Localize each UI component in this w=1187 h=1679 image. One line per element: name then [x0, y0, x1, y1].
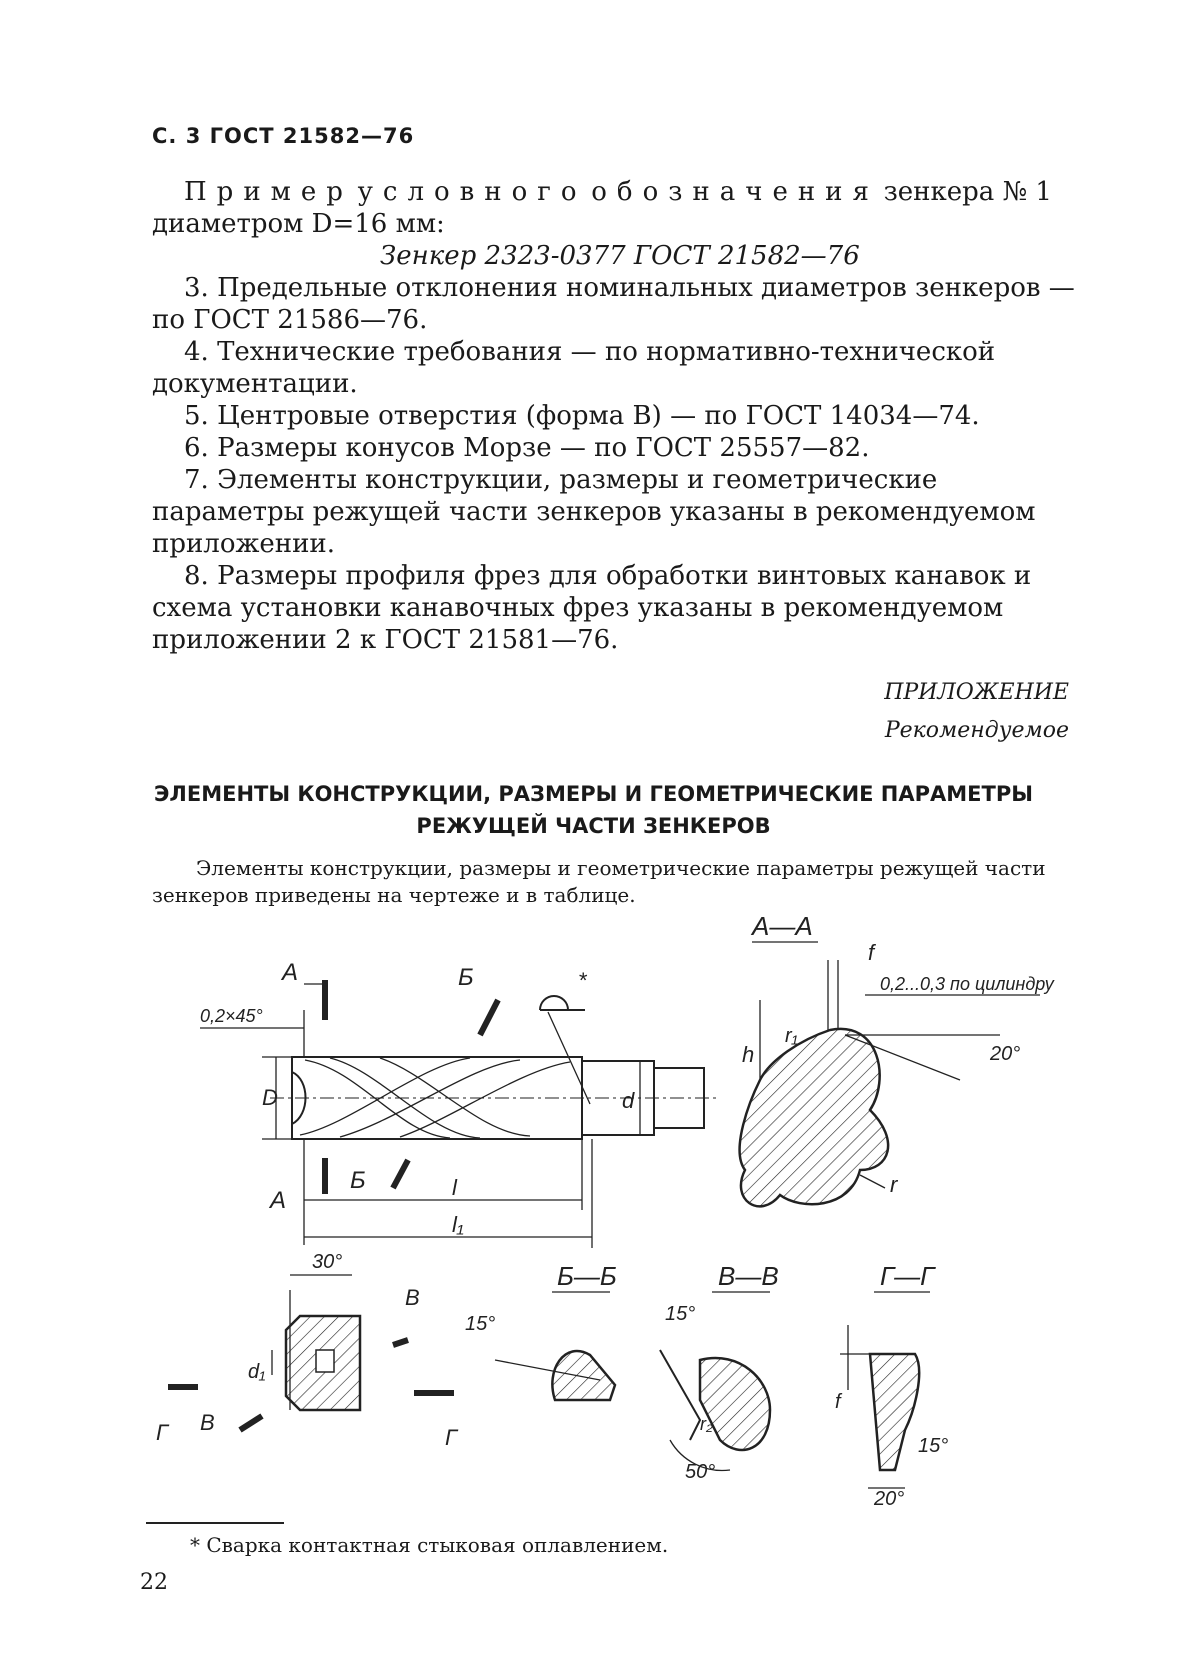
section-bb-title: Б—Б — [557, 1261, 617, 1291]
label-g-left: Г — [156, 1420, 168, 1445]
label-angle-15-bb: 15° — [465, 1313, 496, 1335]
label-angle-50: 50° — [685, 1461, 716, 1483]
label-v-bottom: В — [200, 1410, 215, 1435]
example-word-4: зенкера № 1 — [883, 177, 1052, 207]
label-angle-15-gg: 15° — [918, 1435, 949, 1457]
shank-neck — [582, 1061, 654, 1135]
section-g-mark-left — [168, 1384, 198, 1390]
footnote-rule — [146, 1522, 284, 1524]
section-b-mark-bottom — [393, 1160, 408, 1188]
appendix-label: ПРИЛОЖЕНИЕ — [884, 680, 1069, 705]
label-l1: l₁ — [452, 1212, 464, 1237]
section-aa — [740, 911, 1055, 1206]
section-bb-profile — [552, 1351, 615, 1400]
section-aa-title: А—А — [752, 911, 813, 941]
section-aa-profile — [740, 1029, 889, 1206]
section-vv — [660, 1261, 779, 1483]
section-vv-title: В—В — [718, 1261, 779, 1291]
section-gg-profile — [870, 1354, 919, 1470]
label-l: l — [452, 1175, 457, 1200]
section-gg — [835, 1261, 948, 1510]
example-word-1: Пример — [184, 177, 353, 207]
paragraph-8: 8. Размеры профиля фрез для обработки винтовых канавок и схема установки канавочных фрез указаны в рекомендуемом приложении 2 к ГОСТ 21581—76. — [152, 561, 1032, 655]
label-b-bottom: Б — [350, 1167, 366, 1194]
label-a-bottom: А — [270, 1187, 287, 1214]
paragraph-6: 6. Размеры конусов Морзе — по ГОСТ 25557—82. — [184, 433, 870, 463]
section-gg-title: Г—Г — [880, 1261, 935, 1291]
label-d: d — [622, 1088, 635, 1113]
footnote: * Сварка контактная стыковая оплавлением. — [190, 1533, 669, 1557]
paragraph-4: 4. Технические требования — по нормативно-технической документации. — [152, 337, 996, 399]
intro-text: Элементы конструкции, размеры и геометрические параметры режущей части зенкеров приведены на чертеже и в таблице. — [152, 856, 1046, 907]
label-weld-star: * — [578, 968, 587, 993]
label-f-aa: f — [868, 940, 875, 965]
section-title-line-1: ЭЛЕМЕНТЫ КОНСТРУКЦИИ, РАЗМЕРЫ И ГЕОМЕТРИЧЕСКИЕ ПАРАМЕТРЫ — [154, 782, 1033, 806]
appendix-status: Рекомендуемое — [884, 718, 1069, 743]
label-angle-15-vv: 15° — [665, 1303, 696, 1325]
section-b-mark-top — [480, 1000, 498, 1035]
example-word-2: условного — [357, 177, 587, 207]
label-g-right: Г — [445, 1425, 457, 1450]
paragraph-5: 5. Центровые отверстия (форма B) — по ГОСТ 14034—74. — [184, 401, 980, 431]
side-view — [200, 959, 720, 1248]
section-title-line-2: РЕЖУЩЕЙ ЧАСТИ ЗЕНКЕРОВ — [416, 814, 771, 838]
section-vv-profile — [700, 1358, 770, 1450]
label-angle-20-aa: 20° — [990, 1043, 1021, 1065]
paragraph-7: 7. Элементы конструкции, размеры и геометрические параметры режущей части зенкеров указаны в рекомендуемом приложении. — [152, 465, 1036, 559]
weld-symbol — [540, 996, 568, 1010]
page-header: С. 3 ГОСТ 21582—76 — [152, 124, 415, 148]
section-a-mark-top — [322, 980, 328, 1020]
section-g-mark-right — [414, 1390, 454, 1396]
tip-detail — [156, 1251, 459, 1450]
designation: Зенкер 2323-0377 ГОСТ 21582—76 — [380, 241, 860, 271]
label-angle-30: 30° — [312, 1251, 343, 1273]
label-D: D — [262, 1085, 278, 1110]
page-number: 22 — [140, 1570, 168, 1595]
label-chamfer: 0,2×45° — [200, 1006, 263, 1026]
label-h: h — [742, 1042, 755, 1067]
section-bb — [465, 1261, 617, 1400]
section-v-mark-bottom — [240, 1416, 262, 1430]
label-a-top: А — [282, 959, 299, 986]
label-r-aa: r — [890, 1172, 898, 1197]
example-diameter: диаметром D=16 мм: — [152, 209, 445, 239]
label-r2: r₂ — [700, 1414, 713, 1434]
section-v-mark-top — [393, 1340, 408, 1345]
label-d1: d₁ — [248, 1361, 266, 1383]
example-word-3: обозначения — [591, 177, 879, 207]
label-r1: r₁ — [785, 1025, 798, 1047]
paragraph-3: 3. Предельные отклонения номинальных диаметров зенкеров — по ГОСТ 21586—76. — [152, 273, 1075, 335]
label-angle-20-gg: 20° — [874, 1488, 905, 1510]
section-a-mark-bottom — [322, 1158, 328, 1194]
label-cyl-note: 0,2...0,3 по цилиндру — [880, 974, 1054, 994]
label-f-gg: f — [835, 1391, 841, 1413]
label-b-top: Б — [458, 964, 474, 991]
label-v-top: В — [405, 1285, 420, 1310]
